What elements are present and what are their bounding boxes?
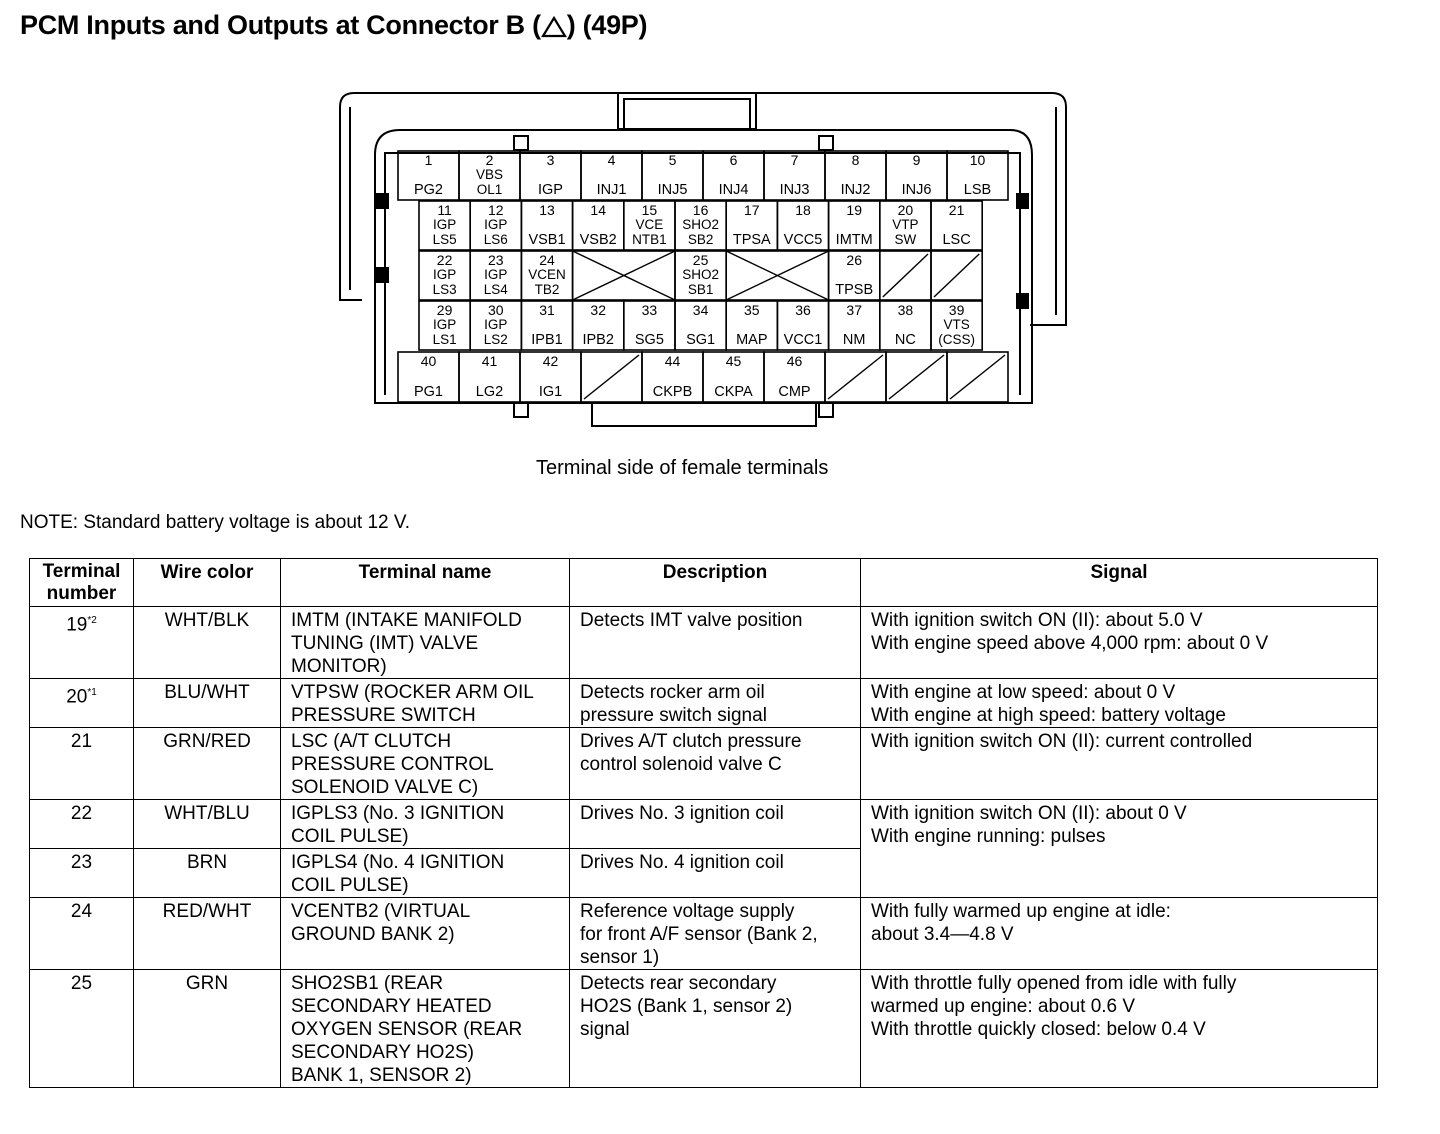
pin-label: LSB [963,182,992,198]
table-row [30,607,1378,679]
signal-line: about 3.4—4.8 V [871,924,1014,945]
pin-label: IPB2 [582,332,614,348]
signal [861,728,1378,800]
pin-number: 19 [846,202,862,218]
pin-label: NM [842,332,866,348]
pin-number: 45 [725,353,742,369]
pin-label: (CSS) [938,332,975,347]
pin-number: 12 [488,202,504,218]
pin-label: IMTM [835,232,873,248]
wire-color: WHT/BLK [134,607,281,679]
pin-number: 38 [897,302,914,318]
terminal-number: 21 [30,728,134,800]
description [570,970,861,1088]
description [570,849,861,898]
pin-number: 5 [668,152,677,168]
signal-line: With engine running: pulses [871,826,1106,847]
pin-label: TPSA [732,232,771,248]
pin-number: 44 [664,353,681,369]
terminal-number: 22 [30,800,134,849]
pin-label: IGP [484,267,508,282]
wire-color: RED/WHT [134,898,281,970]
voltage-note: NOTE: Standard battery voltage is about 12 V. [20,512,411,533]
signal-line: With engine at high speed: battery voltage [871,705,1226,726]
pin-label: CMP [778,384,811,400]
pin-label: SG1 [686,332,716,348]
pin-label: VSB2 [579,232,617,248]
pin-label: SHO2 [682,217,719,232]
pin-label: VCC5 [783,232,823,248]
signal-line: With throttle quickly closed: below 0.4 V [871,1019,1206,1040]
header-description: Description [570,559,861,607]
description-line: control solenoid valve C [580,754,782,775]
pin-label: SHO2 [682,267,719,282]
title-prefix: PCM Inputs and Outputs at Connector B ( [20,10,541,40]
pin-number: 14 [590,202,606,218]
pin-label: IGP [484,217,508,232]
pin-label: OL1 [476,182,503,197]
table-row [30,679,1378,728]
description-line: Detects rocker arm oil [580,682,765,703]
table-row [30,800,1378,849]
pin-label: LS2 [483,332,508,347]
pinout-table [29,558,1378,1088]
pin-number: 21 [948,202,965,218]
pin-number: 10 [969,152,986,168]
terminal-name-line: TUNING (IMT) VALVE [291,633,479,654]
pin-label: IGP [432,267,457,282]
signal-line: With ignition switch ON (II): about 5.0 V [871,610,1203,631]
pin-label: VTS [943,317,970,332]
terminal-name [281,728,570,800]
pin-number: 34 [692,302,709,318]
pin-label: IGP [538,182,563,198]
terminal-name-line: VCENTB2 (VIRTUAL [291,901,471,922]
pin-label: INJ1 [596,182,627,198]
terminal-footnote: *1 [87,687,97,698]
terminal-number: 20$^{*1}$ [30,679,134,728]
terminal-name-line: IGPLS4 (No. 4 IGNITION [291,852,505,873]
pin-label: PG2 [413,182,444,198]
signal-line: With engine speed above 4,000 rpm: about 0 V [871,633,1269,654]
signal [861,800,1378,898]
description [570,728,861,800]
title-suffix: ) (49P) [566,10,648,40]
description-line: pressure switch signal [580,705,767,726]
pin-number: 8 [851,152,860,168]
description [570,898,861,970]
pin-number: 13 [539,202,555,218]
description-line: HO2S (Bank 1, sensor 2) [580,996,793,1017]
pin-label: NTB1 [632,232,667,247]
terminal-name-line: IMTM (INTAKE MANIFOLD [291,610,522,631]
description-line: Detects rear secondary [580,973,777,994]
diagram-caption: Terminal side of female terminals [536,457,829,479]
pin-label: SB1 [687,282,714,297]
description-line: sensor 1) [580,947,660,968]
pin-number: 1 [424,152,433,168]
pin-number: 16 [692,202,709,218]
wire-color: GRN/RED [134,728,281,800]
signal-line: With engine at low speed: about 0 V [871,682,1176,703]
pin-label: INJ2 [840,182,871,198]
terminal-name-line: SOLENOID VALVE C) [291,777,479,798]
terminal-name [281,898,570,970]
pin-number: 46 [786,353,803,369]
pin-label: MAP [736,332,768,348]
terminal-name [281,679,570,728]
pin-number: 23 [488,252,504,268]
signal [861,898,1378,970]
pin-number: 25 [692,252,709,268]
pin-label: IGP [432,217,457,232]
table-row [30,898,1378,970]
pin-label: LS3 [432,282,457,297]
pin-number: 41 [481,353,498,369]
pin-number: 24 [539,252,555,268]
pin-number: 2 [485,152,494,168]
description-line: for front A/F sensor (Bank 2, [580,924,818,945]
description [570,607,861,679]
terminal-number: 19$^{*2}$ [30,607,134,679]
signal-line: warmed up engine: about 0.6 V [871,996,1136,1017]
terminal-name-line: PRESSURE CONTROL [291,754,494,775]
signal-line: With throttle fully opened from idle with fully [871,973,1237,994]
pin-number: 6 [729,152,738,168]
description-line: Detects IMT valve position [580,610,803,631]
table-body [30,607,1378,1088]
pin-number: 4 [607,152,616,168]
pin-label: VBS [475,167,504,182]
pin-label: CKPA [714,384,753,400]
pin-label: LS5 [432,232,457,247]
table-row [30,728,1378,800]
pin-label: VCC1 [783,332,823,348]
pin-label: INJ3 [779,182,810,198]
pin-label: IPB1 [531,332,563,348]
pin-number: 9 [912,152,921,168]
terminal-number: 25 [30,970,134,1088]
pin-label: TB2 [534,282,560,297]
pin-number: 17 [744,202,760,218]
wire-color: BRN [134,849,281,898]
page-title [20,10,647,41]
wire-color: GRN [134,970,281,1088]
pin-number: 26 [846,252,862,268]
pin-label: LS1 [432,332,457,347]
terminal-name-line: SECONDARY HO2S) [291,1042,475,1063]
pin-label: VSB1 [528,232,566,248]
terminal-name-line: SECONDARY HEATED [291,996,492,1017]
terminal-name-line: COIL PULSE) [291,826,409,847]
header-terminal-name: Terminal name [281,559,570,607]
terminal-number: 24 [30,898,134,970]
pin-label: SB2 [687,232,714,247]
terminal-name-line: BANK 1, SENSOR 2) [291,1065,472,1086]
pin-number: 30 [488,302,504,318]
description-line: Drives No. 4 ignition coil [580,852,784,873]
signal-line: With ignition switch ON (II): about 0 V [871,803,1187,824]
connector-diagram [330,85,1080,435]
signal-line: With fully warmed up engine at idle: [871,901,1171,922]
pin-label: INJ6 [901,182,932,198]
pin-grid [398,151,1008,402]
pin-number: 35 [744,302,760,318]
pin-number: 39 [948,302,965,318]
pin-number: 3 [546,152,555,168]
signal [861,970,1378,1088]
pin-number: 7 [790,152,799,168]
terminal-name-line: MONITOR) [291,656,387,677]
pin-number: 33 [641,302,658,318]
pin-number: 20 [897,202,914,218]
header-wire-color: Wire color [134,559,281,607]
description [570,800,861,849]
terminal-footnote: *2 [87,615,97,626]
pin-number: 40 [420,353,437,369]
pin-number: 11 [437,202,452,218]
terminal-name-line: VTPSW (ROCKER ARM OIL [291,682,534,703]
pin-label: CKPB [652,384,693,400]
pin-label: LG2 [475,384,504,400]
pin-number: 15 [641,202,658,218]
terminal-name-line: PRESSURE SWITCH [291,705,476,726]
signal [861,679,1378,728]
pin-label: LS6 [483,232,508,247]
signal [861,607,1378,679]
pin-label: VCE [635,217,664,232]
wire-color: BLU/WHT [134,679,281,728]
pin-number: 29 [436,302,453,318]
pin-label: IG1 [538,384,563,400]
terminal-name-line: LSC (A/T CLUTCH [291,731,452,752]
pin-label: PG1 [413,384,444,400]
pin-number: 18 [795,202,811,218]
terminal-name-line: OXYGEN SENSOR (REAR [291,1019,523,1040]
terminal-name-line: SHO2SB1 (REAR [291,973,444,994]
wire-color: WHT/BLU [134,800,281,849]
terminal-name [281,849,570,898]
description-line: Reference voltage supply [580,901,795,922]
header-signal: Signal [861,559,1378,607]
terminal-name [281,607,570,679]
terminal-number: 23 [30,849,134,898]
description [570,679,861,728]
description-line: signal [580,1019,630,1040]
pin-label: SW [894,232,917,247]
pin-number: 31 [539,302,555,318]
terminal-name-line: GROUND BANK 2) [291,924,455,945]
pin-label: VCEN [528,267,566,282]
signal-line: With ignition switch ON (II): current controlled [871,731,1253,752]
pin-label: TPSB [835,282,874,298]
pin-number: 37 [846,302,862,318]
triangle-icon [541,16,567,38]
pin-label: LSC [942,232,971,248]
pin-number: 32 [590,302,606,318]
pin-label: LS4 [483,282,508,297]
table-row [30,970,1378,1088]
pin-label: VTP [892,217,919,232]
terminal-name-line: COIL PULSE) [291,875,409,896]
header-terminal: Terminal number [30,559,134,607]
description-line: Drives A/T clutch pressure [580,731,802,752]
pin-label: SG5 [634,332,664,348]
terminal-name [281,970,570,1088]
pin-number: 42 [542,353,559,369]
pin-label: NC [894,332,916,348]
pin-number: 36 [795,302,811,318]
pin-label: IGP [484,317,508,332]
pin-number: 22 [436,252,453,268]
description-line: Drives No. 3 ignition coil [580,803,784,824]
table-header-row [30,559,1378,607]
terminal-name-line: IGPLS3 (No. 3 IGNITION [291,803,505,824]
pin-label: INJ5 [657,182,688,198]
pin-label: IGP [432,317,457,332]
terminal-name [281,800,570,849]
pin-label: INJ4 [718,182,749,198]
